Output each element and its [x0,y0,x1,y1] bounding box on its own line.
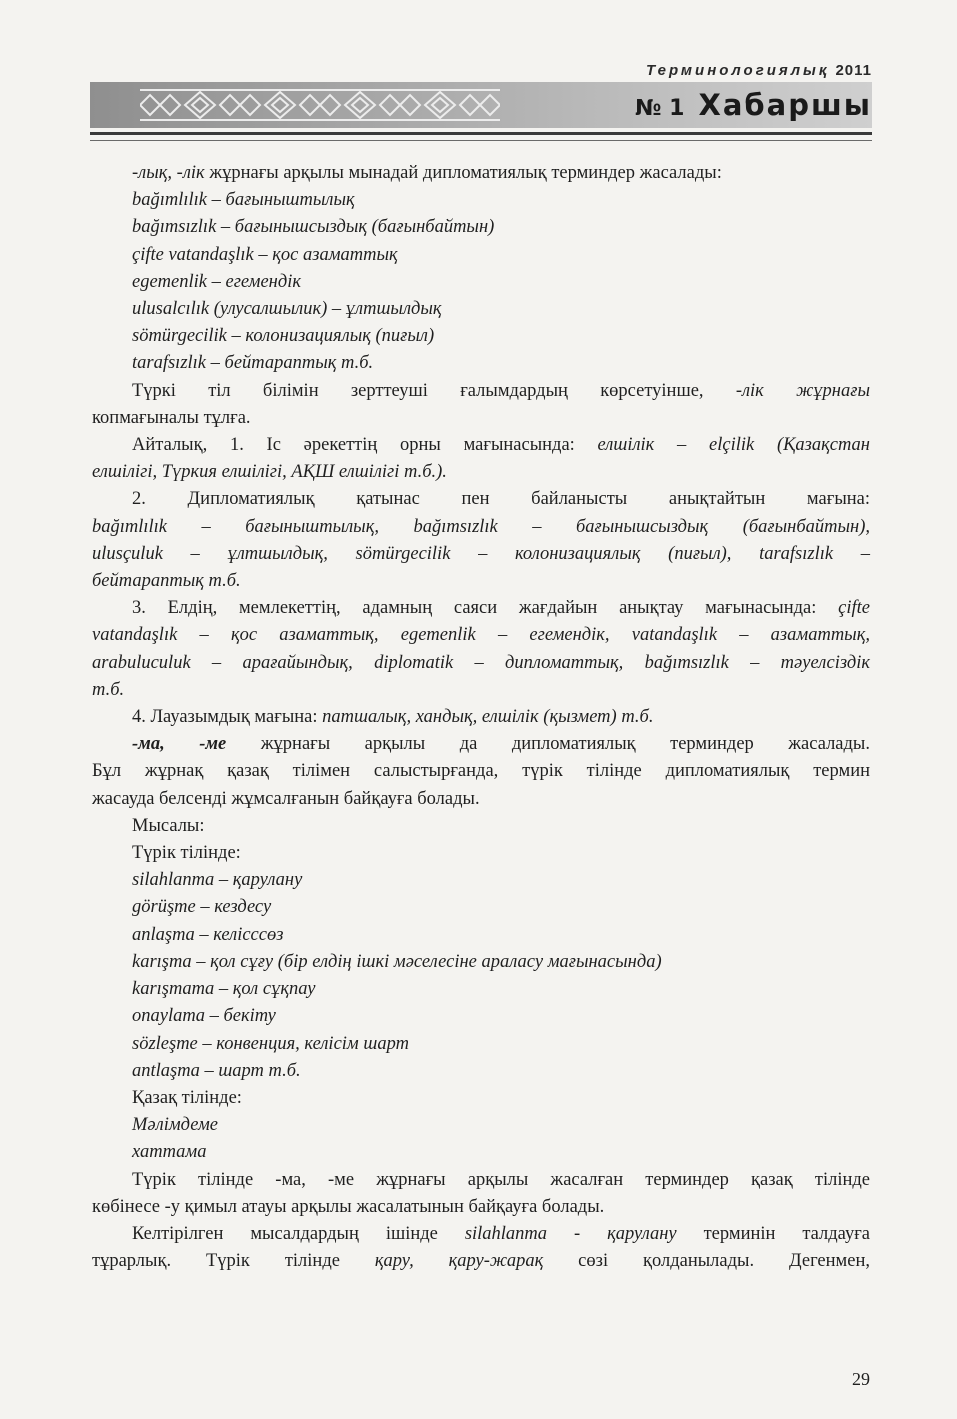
list-item [92,187,870,214]
header-rule-thick [90,132,872,135]
example-text: Мәлімдеме [132,1115,218,1136]
paragraph-line [92,378,870,405]
paragraph-line [92,1248,870,1275]
example-text: karışmama – қол сұқпау [132,979,316,1000]
text-run: 4. Лауазымдық мағына: [132,707,323,728]
list-item [92,296,870,323]
list-item [92,1003,870,1030]
example-text: görüşme – кездесу [132,897,272,918]
page-number: 29 [852,1369,870,1389]
example-text: ulusalcılık (улусалшылик) – ұлтшылдық [132,299,442,320]
example-text: bağımlılık – бағыныштылық [132,190,355,211]
text-run: жұрнағы арқылы мынадай дипломатиялық терминдер жасалады: [204,163,722,183]
issue-number: № 1 [635,96,685,121]
italic-run: arabuluculuk – арағайындық, diplomatik – дипломаттық, bağımsızlık – тәуелсіздік [92,652,870,673]
label-line: Түрік тілінде: [132,843,241,864]
list-item [92,1139,870,1166]
banner-title [560,88,872,122]
label-line: Қазақ тілінде: [132,1087,242,1108]
paragraph-line [92,731,870,758]
list-item [92,894,870,921]
italic-run: патшалық, хандық, елшілік (қызмет) т.б. [322,707,654,728]
ornament-pattern-icon [140,88,500,122]
text-run: сөзі қолданылады. Дегенмен, [543,1251,870,1272]
example-text: egemenlik – егемендік [132,271,302,292]
italic-run: қару, қару-жарақ [374,1251,544,1272]
list-item [92,922,870,949]
italic-run: çifte [838,598,870,619]
journal-name: Терминологиялық [646,62,830,79]
paragraph-line: 2. Дипломатиялық қатынас пен байланысты анықтайтын мағына: [132,489,870,510]
italic-run: елшілігі, Түркия елшілігі, АҚШ елшілігі т.б.). [92,462,447,483]
paragraph-line [92,432,870,459]
list-item [92,949,870,976]
text-run: Келтірілген мысалдардың ішінде [132,1223,465,1244]
example-text: karışma – қол сұғу (бір елдің ішкі мәселесіне араласу мағынасында) [132,951,662,972]
list-item [92,976,870,1003]
article-body [92,160,870,1275]
text-run: Айталық, 1. Іс әрекеттің орны мағынасында: [132,435,598,456]
example-text: anlaşma – келісссөз [132,924,284,945]
journal-header [560,62,872,79]
italic-run: -лік жұрнағы [735,380,870,401]
paragraph-line [92,568,870,595]
example-text: tarafsızlık – бейтараптық т.б. [132,353,374,374]
text-run: терминін талдауға [676,1223,871,1244]
list-item [92,867,870,894]
list-item [92,1031,870,1058]
list-item [92,350,870,377]
paragraph-line: копмағыналы тұлға. [92,407,251,428]
italic-run: елшілік – elçilik (Қазақстан [597,435,870,456]
list-item [92,323,870,350]
paragraph [92,160,870,187]
italic-run: silahlanma - қарулану [464,1223,677,1244]
header-rule-thin [90,140,872,141]
italic-run: bağımlılık – бағыныштылық, bağımsızlık – бағынышсыздық (бағынбайтын), [92,516,870,537]
italic-run: бейтараптық т.б. [92,571,241,592]
example-text: хаттама [132,1142,207,1163]
journal-year: 2011 [835,62,872,79]
paragraph-line [92,514,870,541]
italic-run: vatandaşlık – қос азаматтық, egemenlik – егемендік, vatandaşlık – азаматтық, [92,625,870,646]
paragraph-line [92,1221,870,1248]
text-run: жұрнағы арқылы да дипломатиялық терминдер жасалады. [226,734,870,755]
example-text: silahlanma – қарулану [132,870,303,891]
paragraph-line [92,704,870,731]
example-text: antlaşma – шарт т.б. [132,1060,301,1081]
paragraph-line [92,541,870,568]
paragraph-line: жасауда белсенді жұмсалғанын байқауға болады. [92,788,480,809]
paragraph-line [92,650,870,677]
text-run: Түркі тіл білімін зерттеуші ғалымдардың көрсетуінше, [132,380,736,401]
example-text: çifte vatandaşlık – қос азаматтық [132,244,398,265]
paragraph-line [92,595,870,622]
paragraph-line: Түрік тілінде -ма, -ме жұрнағы арқылы жасалған терминдер қазақ тілінде [132,1169,870,1190]
list-item [92,242,870,269]
suffix-term: -ма, -ме [132,734,227,755]
journal-title: Хабаршы [698,88,872,122]
example-text: sözleşme – конвенция, келісім шарт [132,1033,409,1054]
list-item [92,1058,870,1085]
list-item [92,214,870,241]
list-item [92,1112,870,1139]
paragraph-line [92,459,870,486]
text-run: 3. Елдің, мемлекеттің, адамның саяси жағдайын анықтау мағынасында: [132,598,839,619]
paragraph-line [92,622,870,649]
italic-run: т.б. [92,679,125,700]
paragraph-line: көбінесе -у қимыл атауы арқылы жасалатынын байқауға болады. [92,1196,605,1217]
italic-run: ulusçuluk – ұлтшылдық, sömürgecilik – колонизациялық (пиғыл), tarafsızlık – [92,543,870,564]
paragraph-line: Бұл жұрнақ қазақ тілімен салыстырғанда, түрік тілінде дипломатиялық термин [92,761,870,782]
example-text: sömürgecilik – колонизациялық (пиғыл) [132,326,435,347]
text-run: тұрарлық. Түрік тілінде [92,1251,375,1272]
example-text: bağımsızlık – бағынышсыздық (бағынбайтын) [132,217,495,238]
list-item [92,269,870,296]
suffix-term: -лық, -лік [132,163,205,183]
example-text: onaylama – бекіту [132,1006,276,1027]
paragraph-line [92,677,870,704]
label-line: Мысалы: [132,815,205,836]
